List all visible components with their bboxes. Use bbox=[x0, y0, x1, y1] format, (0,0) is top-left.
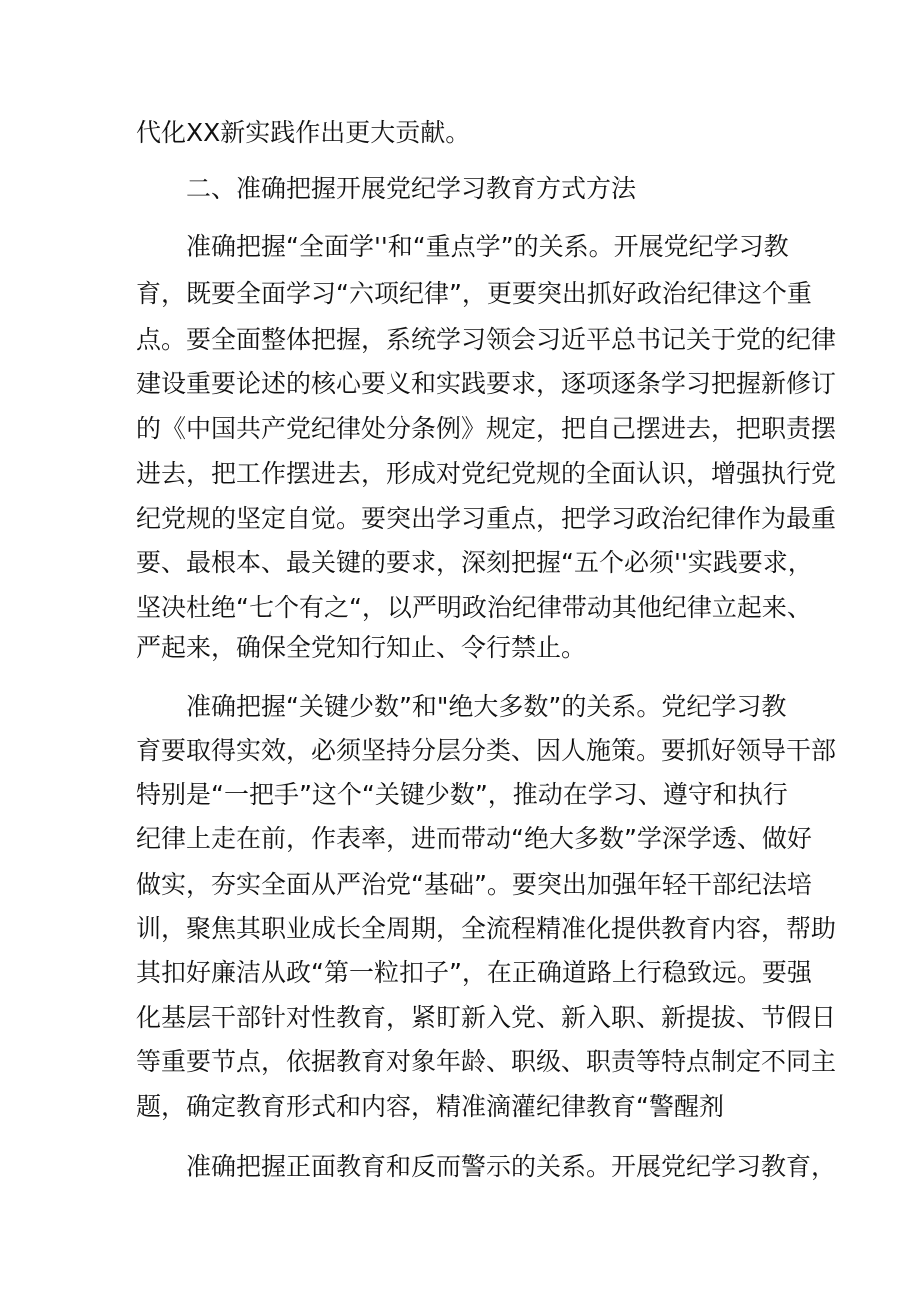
section-heading: 二、准确把握开展党纪学习教育方式方法 bbox=[186, 174, 637, 203]
text-line-5: 点。要全面整体把握，系统学习领会习近平总书记关于党的纪律 bbox=[136, 325, 837, 354]
text-line-1: 代化XX新实践作出更大贡献。 bbox=[136, 118, 471, 147]
text-line-8: 进去，把工作摆进去，形成对党纪党规的全面认识，增强执行党 bbox=[136, 459, 837, 488]
text-line-22: 题，确定教育形式和内容，精准滴灌纪律教育“警醒剂 bbox=[136, 1092, 724, 1121]
text-line-23: 准确把握正面教育和反而警示的关系。开展党纪学习教育， bbox=[186, 1152, 837, 1181]
text-line-14: 育要取得实效，必须坚持分层分类、因人施策。要抓好领导干部 bbox=[136, 736, 837, 765]
text-line-12: 严起来，确保全党知行知止、令行禁止。 bbox=[136, 633, 587, 662]
text-line-7: 的《中国共产党纪律处分条例》规定，把自己摆进去，把职责摆 bbox=[136, 414, 837, 443]
text-line-6: 建设重要论述的核心要义和实践要求，逐项逐条学习把握新修订 bbox=[136, 369, 837, 398]
text-line-13: 准确把握“关键少数”和"绝大多数”的关系。党纪学习教 bbox=[186, 692, 787, 721]
text-line-3: 准确把握“全面学''和“重点学”的关系。开展党纪学习教 bbox=[186, 232, 789, 261]
text-line-20: 化基层干部针对性教育，紧盯新入党、新入职、新提拔、节假日 bbox=[136, 1003, 837, 1032]
text-line-21: 等重要节点，依据教育对象年龄、职级、职责等特点制定不同主 bbox=[136, 1047, 837, 1076]
text-line-9: 纪党规的坚定自觉。要突出学习重点，把学习政治纪律作为最重 bbox=[136, 504, 837, 533]
text-line-10: 要、最根本、最关键的要求，深刻把握“五个必须''实践要求， bbox=[136, 548, 813, 577]
text-line-17: 做实，夯实全面从严治党“基础”。要突出加强年轻干部纪法培 bbox=[136, 870, 812, 899]
text-line-19: 其扣好廉洁从政“第一粒扣子”，在正确道路上行稳致远。要强 bbox=[136, 958, 812, 987]
text-line-11: 坚决杜绝“七个有之“，以严明政治纪律带动其他纪律立起来、 bbox=[136, 593, 812, 622]
text-line-18: 训，聚焦其职业成长全周期，全流程精准化提供教育内容，帮助 bbox=[136, 914, 837, 943]
text-line-4: 育，既要全面学习“六项纪律”，更要突出抓好政治纪律这个重 bbox=[136, 279, 812, 308]
text-line-16: 纪律上走在前，作表率，进而带动“绝大多数”学深学透、做好 bbox=[136, 824, 812, 853]
text-line-15: 特别是“一把手”这个“关键少数”，推动在学习、遵守和执行 bbox=[136, 780, 788, 809]
